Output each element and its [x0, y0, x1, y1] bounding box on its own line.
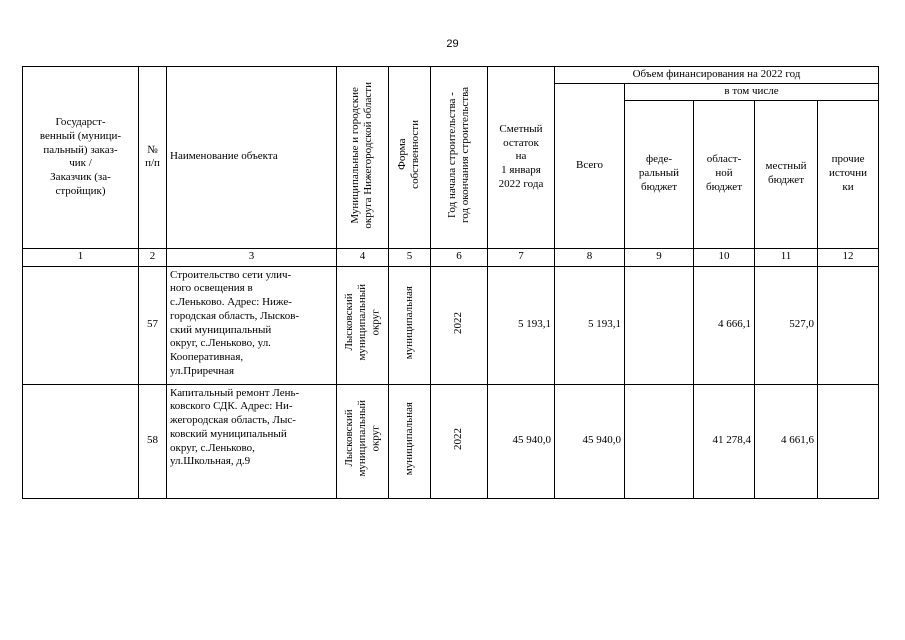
cell-object-name: Капитальный ремонт Лень- ковского СДК. Адрес: Ни- жегородская область, Лыс- ковский муниципальный округ, с.Леньково, ул.Школьная, д.9 [167, 384, 337, 498]
header-years: Год начала строительства - год окончания строительства [431, 67, 488, 249]
cell-ownership: муниципальная [389, 384, 431, 498]
cell-customer [23, 384, 139, 498]
column-number: 4 [337, 248, 389, 266]
cell-customer [23, 266, 139, 384]
header-customer: Государст- венный (муници- пальный) заказ- чик / Заказчик (за- стройщик) [23, 67, 139, 249]
header-estimated-balance: Сметный остаток на 1 января 2022 года [488, 67, 555, 249]
header-federal: феде- ральный бюджет [625, 100, 694, 248]
cell-ownership: муниципальная [389, 266, 431, 384]
column-number: 6 [431, 248, 488, 266]
page-number: 29 [446, 38, 459, 50]
cell-estimated-balance: 45 940,0 [488, 384, 555, 498]
column-number: 12 [818, 248, 879, 266]
cell-years: 2022 [431, 384, 488, 498]
header-object-name: Наименование объекта [167, 67, 337, 249]
column-number: 8 [555, 248, 625, 266]
cell-municipality: Лысковский муниципальный округ [337, 266, 389, 384]
column-number: 5 [389, 248, 431, 266]
header-number: № п/п [139, 67, 167, 249]
cell-number: 58 [139, 384, 167, 498]
column-number: 7 [488, 248, 555, 266]
header-local: местный бюджет [755, 100, 818, 248]
cell-total: 45 940,0 [555, 384, 625, 498]
cell-other [818, 266, 879, 384]
column-number: 3 [167, 248, 337, 266]
cell-federal [625, 266, 694, 384]
column-number: 2 [139, 248, 167, 266]
column-number: 9 [625, 248, 694, 266]
cell-other [818, 384, 879, 498]
cell-estimated-balance: 5 193,1 [488, 266, 555, 384]
column-number: 11 [755, 248, 818, 266]
column-number: 1 [23, 248, 139, 266]
header-municipality: Муниципальные и городские округа Нижегородской области [337, 67, 389, 249]
cell-regional: 41 278,4 [694, 384, 755, 498]
column-number: 10 [694, 248, 755, 266]
header-financing-group: Объем финансирования на 2022 год [555, 67, 879, 84]
header-including: в том числе [625, 83, 879, 100]
header-total: Всего [555, 83, 625, 248]
header-ownership: Форма собственности [389, 67, 431, 249]
column-number-row [23, 248, 879, 266]
cell-federal [625, 384, 694, 498]
table-row [23, 384, 879, 498]
cell-local: 4 661,6 [755, 384, 818, 498]
header-regional: област- ной бюджет [694, 100, 755, 248]
cell-object-name: Строительство сети улич- ного освещения в с.Леньково. Адрес: Ниже- городская область, Лысков- ский муниципальный округ, с.Леньково, ул. Кооперативная, ул.Приречная [167, 266, 337, 384]
header-other: прочие источни ки [818, 100, 879, 248]
cell-years: 2022 [431, 266, 488, 384]
cell-total: 5 193,1 [555, 266, 625, 384]
cell-municipality: Лысковский муниципальный округ [337, 384, 389, 498]
cell-local: 527,0 [755, 266, 818, 384]
table-row [23, 266, 879, 384]
cell-regional: 4 666,1 [694, 266, 755, 384]
cell-number: 57 [139, 266, 167, 384]
financing-table [22, 66, 879, 499]
